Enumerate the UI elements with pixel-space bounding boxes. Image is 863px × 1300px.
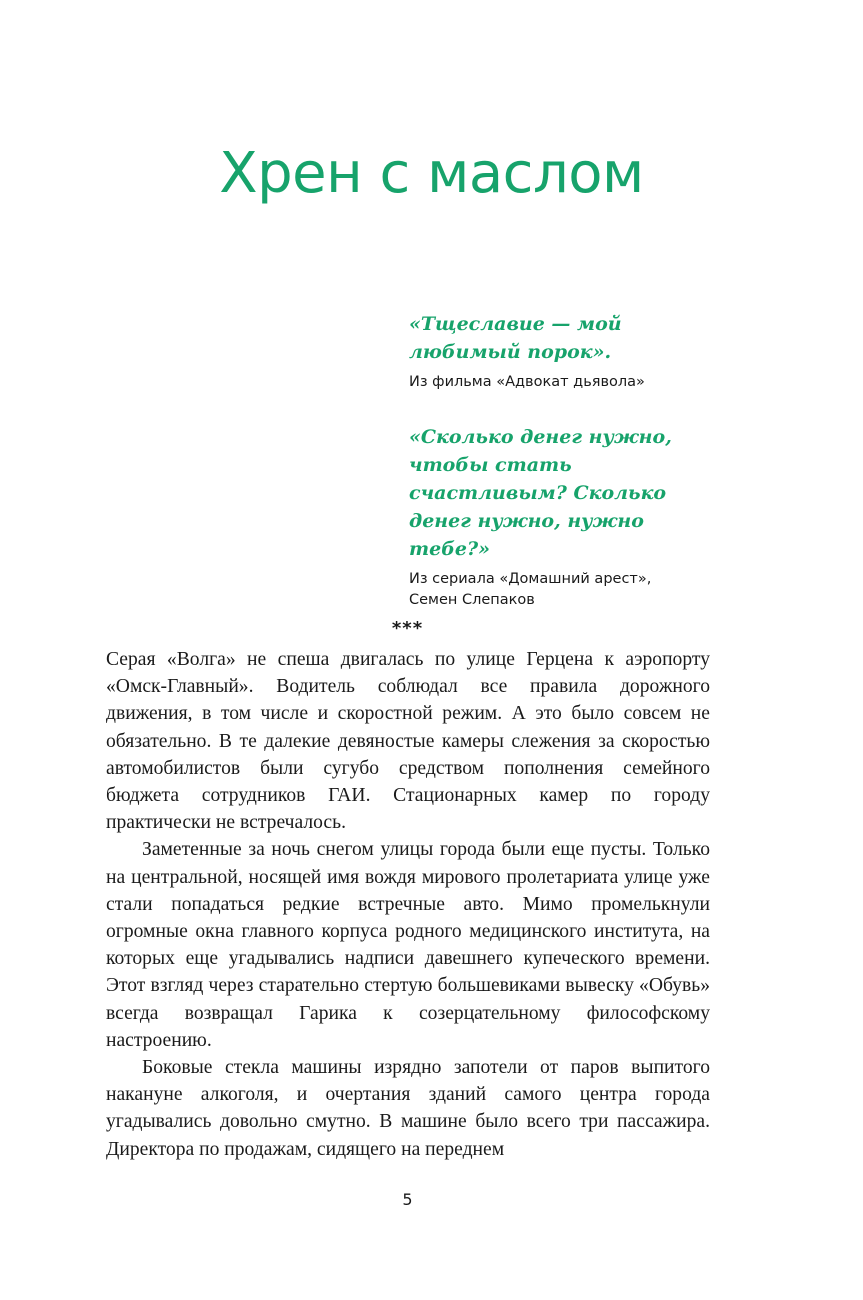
- epigraph-source-line: Из сериала «Домашний арест»,: [409, 571, 652, 587]
- paragraph: Заметенные за ночь снегом улицы города были еще пусты. Только на центральной, носящей имя вождя мирового пролетариата улице уже стали попадаться редкие встречные авто. Мимо промелькнули огромные окна главного корпуса родного медицинского института, на которых еще угадывались надписи давешнего купеческого времени. Этот взгляд через старательно стертую большевиками вывеску «Обувь» всегда возвращал Гарика к созерцательному философскому настроению.: [106, 839, 710, 1051]
- page-number: 5: [402, 1190, 413, 1209]
- epigraph: [409, 310, 729, 393]
- paragraph: Боковые стекла машины изрядно запотели от паров выпитого накануне алкоголя, и очертания зданий самого центра города угадывались довольно смутно. В машине было всего три пассажира. Директора по продажам, сидящего на переднем: [106, 1057, 710, 1160]
- epigraph-source: [409, 569, 729, 611]
- chapter-title: Хрен с маслом: [219, 141, 644, 206]
- body-text: [106, 646, 710, 1163]
- epigraph-source-line: Семен Слепаков: [409, 592, 535, 608]
- section-divider: ***: [391, 618, 424, 639]
- epigraph-quote: «Сколько денег нужно, чтобы стать счастливым? Сколько денег нужно, нужно тебе?»: [409, 426, 672, 560]
- epigraph: [409, 423, 729, 611]
- epigraph-quote: «Тщеславие — мой любимый порок».: [409, 313, 622, 363]
- paragraph: Серая «Волга» не спеша двигалась по улице Герцена к аэропорту «Омск-Главный». Водитель соблюдал все правила дорожного движения, в том числе и скоростной режим. А это было совсем не обязательно. В те далекие девяностые камеры слежения за скоростью автомобилистов были сугубо средством пополнения семейного бюджета сотрудников ГАИ. Стационарных камер по городу практически не встречалось.: [106, 649, 710, 834]
- epigraph-source: Из фильма «Адвокат дьявола»: [409, 374, 645, 390]
